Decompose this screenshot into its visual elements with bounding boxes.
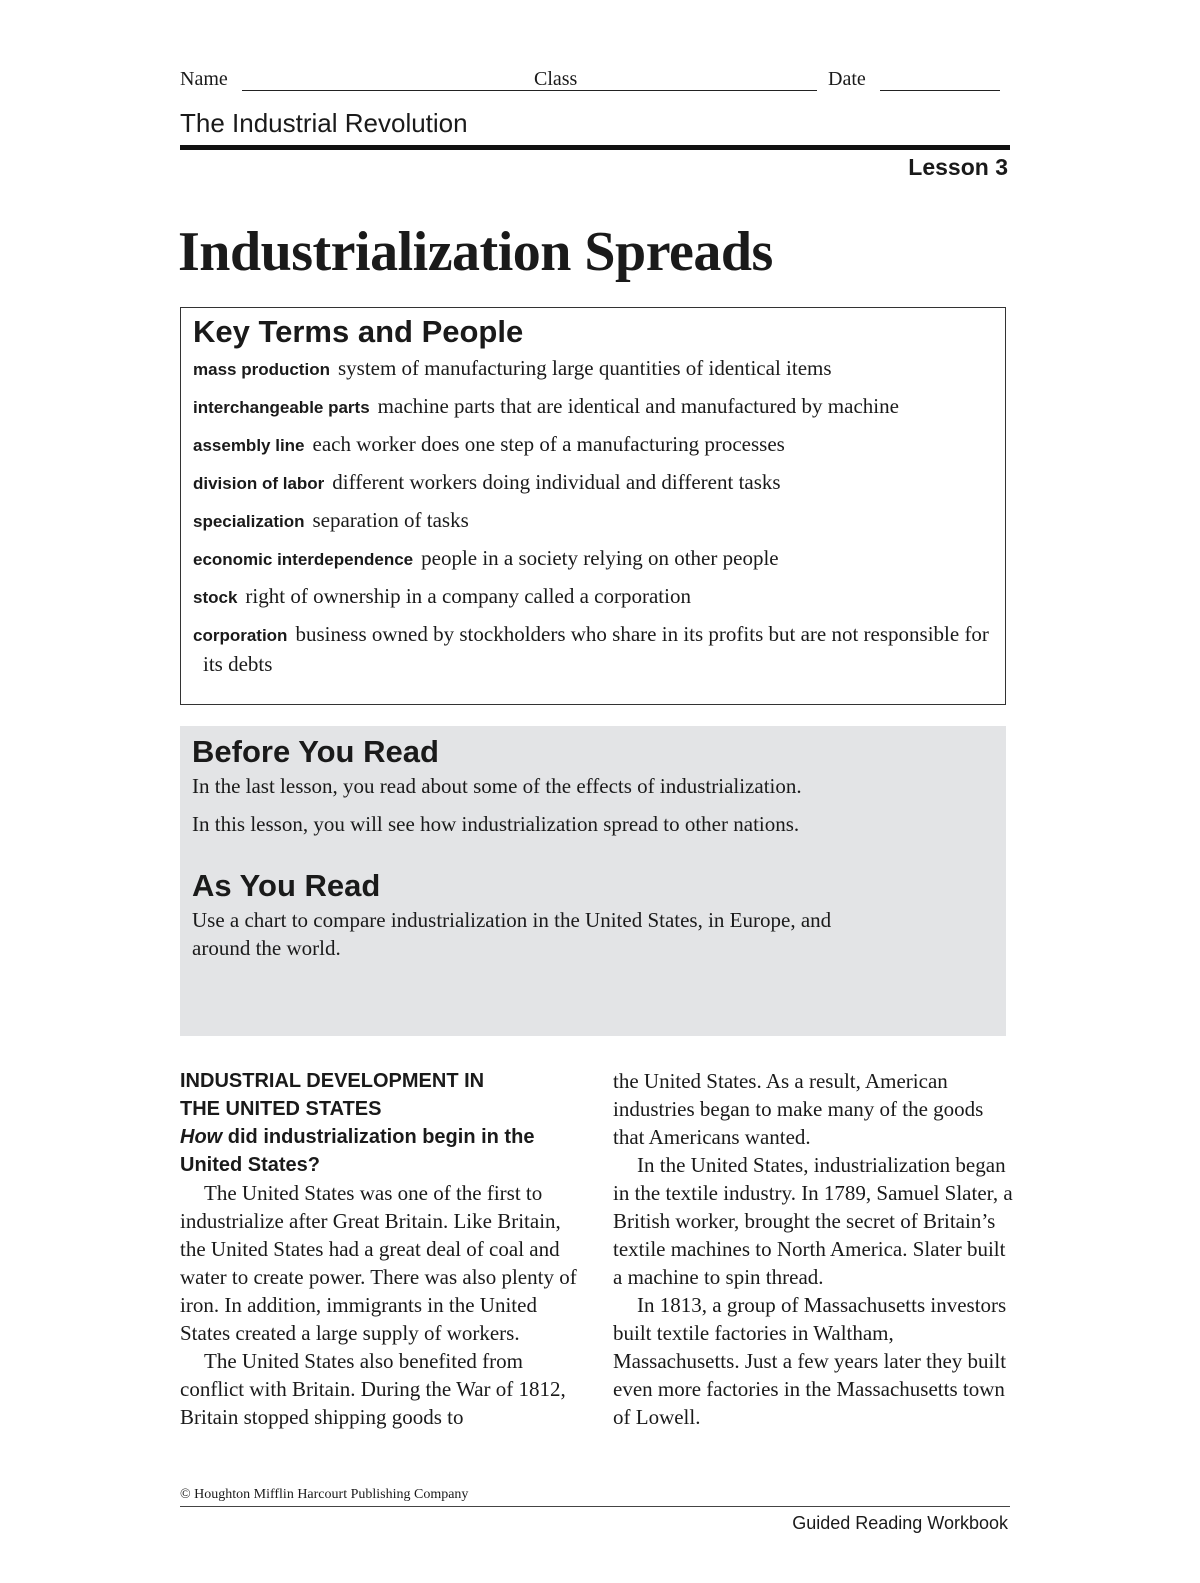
body-paragraph: In the United States, industrialization began in the textile industry. In 1789, Samuel Slater, a British worker, brought the secret of Britain’s textile machines to North America. Slater built a machine to spin thread. bbox=[613, 1153, 1013, 1289]
key-term-definition: people in a society relying on other people bbox=[421, 546, 779, 570]
header-rule bbox=[180, 145, 1010, 150]
key-term-item bbox=[193, 620, 991, 679]
key-terms-box bbox=[180, 307, 1006, 705]
key-term-item bbox=[193, 392, 991, 422]
key-term-definition: different workers doing individual and different tasks bbox=[332, 470, 781, 494]
key-term-item bbox=[193, 430, 991, 460]
question-text: did industrialization begin in the United States? bbox=[180, 1126, 535, 1176]
date-label: Date bbox=[828, 68, 866, 90]
body-paragraph: The United States was one of the first to industrialize after Great Britain. Like Britain, the United States had a great deal of coal and water to create power. There was also plenty of iron. In addition, immigrants in the United States created a large supply of workers. bbox=[180, 1181, 577, 1345]
reading-guide-box bbox=[180, 726, 1006, 1036]
section-heading-line: THE UNITED STATES bbox=[180, 1098, 382, 1120]
workbook-name: Guided Reading Workbook bbox=[792, 1513, 1008, 1533]
key-term: specialization bbox=[193, 512, 305, 531]
date-blank-line bbox=[880, 90, 1000, 91]
section-heading bbox=[180, 1067, 580, 1123]
before-you-read-text: In this lesson, you will see how industrialization spread to other nations. bbox=[192, 812, 800, 836]
spacer bbox=[192, 848, 994, 866]
key-term-item bbox=[193, 468, 991, 498]
body-paragraph: In 1813, a group of Massachusetts investors built textile factories in Waltham, Massachusetts. Just a few years later they built even more factories in the Massachusetts town of Lowell. bbox=[613, 1293, 1007, 1429]
key-term-item bbox=[193, 354, 991, 384]
right-column bbox=[613, 1067, 1013, 1431]
key-term: economic interdependence bbox=[193, 550, 414, 569]
unit-title: The Industrial Revolution bbox=[180, 108, 468, 138]
student-info-row bbox=[180, 66, 1010, 94]
before-you-read-text: In the last lesson, you read about some of the effects of industrialization. bbox=[192, 774, 802, 798]
key-term-definition: separation of tasks bbox=[312, 508, 469, 532]
body-paragraph: The United States also benefited from conflict with Britain. During the War of 1812, Britain stopped shipping goods to bbox=[180, 1349, 566, 1429]
class-label: Class bbox=[534, 68, 578, 90]
key-term-definition: machine parts that are identical and manufactured by machine bbox=[377, 394, 899, 418]
section-question bbox=[180, 1123, 580, 1179]
as-you-read-text: Use a chart to compare industrialization in the United States, in Europe, and around the world. bbox=[192, 908, 832, 960]
key-term: assembly line bbox=[193, 436, 305, 455]
question-italic-word: How bbox=[180, 1126, 223, 1148]
key-term: stock bbox=[193, 588, 238, 607]
class-blank-line bbox=[592, 90, 817, 91]
key-term: corporation bbox=[193, 626, 288, 645]
key-term: interchangeable parts bbox=[193, 398, 370, 417]
section-heading-line: INDUSTRIAL DEVELOPMENT IN bbox=[180, 1070, 485, 1092]
page-title: Industrialization Spreads bbox=[178, 221, 773, 283]
key-term-definition: system of manufacturing large quantities of identical items bbox=[337, 356, 832, 380]
key-terms-heading: Key Terms and People bbox=[193, 314, 524, 349]
key-term-definition: business owned by stockholders who share in its profits but are not responsible for its debts bbox=[203, 622, 989, 676]
footer-rule bbox=[180, 1506, 1010, 1507]
name-label: Name bbox=[180, 68, 228, 90]
key-term-item bbox=[193, 506, 991, 536]
key-term-item bbox=[193, 544, 991, 574]
left-column bbox=[180, 1067, 580, 1431]
before-you-read-heading: Before You Read bbox=[192, 734, 439, 769]
key-term-item bbox=[193, 582, 991, 612]
key-term-definition: each worker does one step of a manufacturing processes bbox=[312, 432, 785, 456]
as-you-read-heading: As You Read bbox=[192, 868, 381, 903]
body-paragraph: the United States. As a result, American industries began to make many of the goods that Americans wanted. bbox=[613, 1069, 984, 1149]
key-term-definition: right of ownership in a company called a corporation bbox=[245, 584, 691, 608]
key-term: mass production bbox=[193, 360, 330, 379]
key-term: division of labor bbox=[193, 474, 325, 493]
lesson-label: Lesson 3 bbox=[908, 154, 1008, 180]
copyright-notice: © Houghton Mifflin Harcourt Publishing Company bbox=[180, 1487, 469, 1502]
